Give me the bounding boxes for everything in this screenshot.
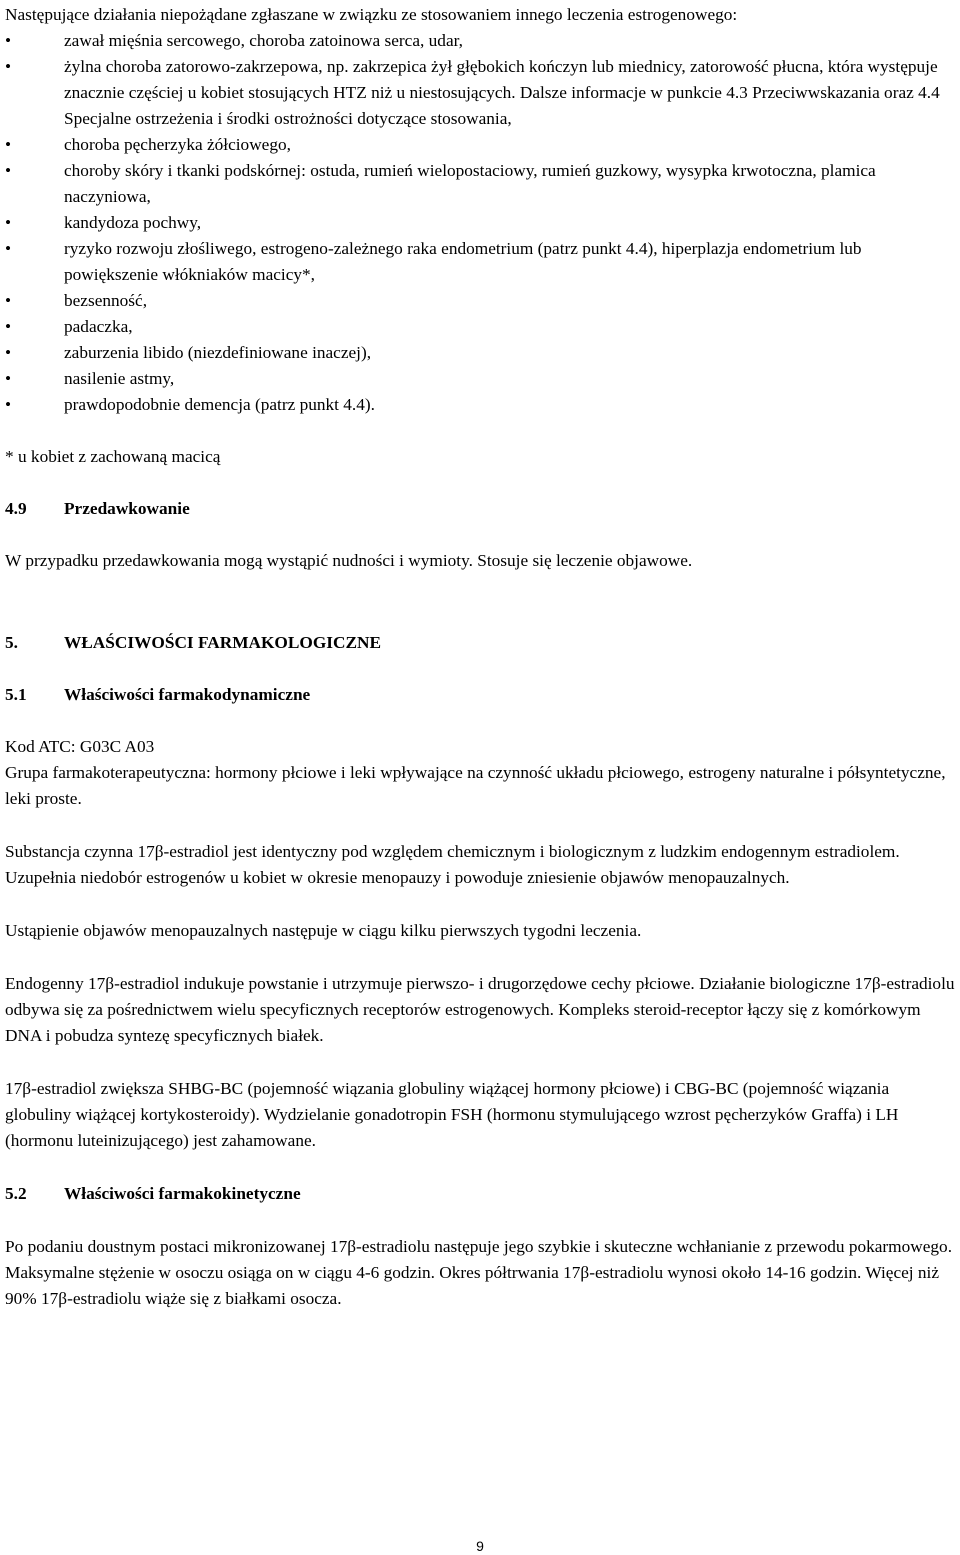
list-item: • nasilenie astmy,	[5, 366, 955, 392]
footnote: * u kobiet z zachowaną macicą	[5, 447, 221, 466]
atc-code: Kod ATC: G03C A03	[5, 737, 155, 756]
pharmacokinetics-paragraph-1: Po podaniu doustnym postaci mikronizowanej 17β-estradiolu następuje jego szybkie i skuteczne wchłanianie z przewodu pokarmowego. Maksymalne stężenie w osoczu osiąga on w ciągu 4-6 godzin. Okres półtrwania 17β-estradiolu wynosi około 14-16 godzin. Więcej niż 90% 17β-estradiolu wiąże się z białkami osocza.	[5, 1237, 953, 1308]
bullet-icon: •	[5, 317, 12, 336]
bullet-icon: •	[5, 57, 12, 76]
list-item: • zaburzenia libido (niezdefiniowane inaczej),	[5, 340, 955, 366]
bullet-icon: •	[5, 395, 12, 414]
section-number: 5.2	[5, 1184, 27, 1203]
bullet-icon: •	[5, 291, 12, 310]
bullet-icon: •	[5, 135, 12, 154]
section-title: Przedawkowanie	[64, 499, 190, 518]
overdose-paragraph: W przypadku przedawkowania mogą wystąpić nudności i wymioty. Stosuje się leczenie objawowe.	[5, 551, 693, 570]
document-page	[5, 2, 955, 1312]
bullet-icon: •	[5, 239, 12, 258]
pharmacodynamics-paragraph-3: Endogenny 17β-estradiol indukuje powstanie i utrzymuje pierwszo- i drugorzędowe cechy płciowe. Działanie biologiczne 17β-estradiolu odbywa się za pośrednictwem wielu specyficznych receptorów estrogenowych. Kompleks steroid-receptor łączy się z komórkowym DNA i pobudza syntezę specyficznych białek.	[5, 974, 955, 1045]
bullet-icon: •	[5, 31, 12, 50]
section-number: 4.9	[5, 499, 27, 518]
page-number: 9	[476, 1538, 484, 1554]
section-4-9-heading	[5, 496, 955, 522]
section-title: Właściwości farmakodynamiczne	[64, 685, 311, 704]
section-title: Właściwości farmakokinetyczne	[64, 1184, 301, 1203]
list-item: • zawał mięśnia sercowego, choroba zatoinowa serca, udar,	[5, 28, 955, 54]
section-5-1-heading	[5, 682, 955, 708]
bullet-icon: •	[5, 343, 12, 362]
bullet-icon: •	[5, 369, 12, 388]
section-5-2-heading	[5, 1181, 955, 1207]
list-item: • choroby skóry i tkanki podskórnej: ostuda, rumień wielopostaciowy, rumień guzkowy, wysypka krwotoczna, plamica naczyniowa,	[5, 158, 955, 210]
pharmacotherapeutic-group: Grupa farmakoterapeutyczna: hormony płciowe i leki wpływające na czynność układu płciowego, estrogeny naturalne i półsyntetyczne, leki proste.	[5, 763, 946, 808]
bullet-icon: •	[5, 213, 12, 232]
list-item: • choroba pęcherzyka żółciowego,	[5, 132, 955, 158]
list-item: • kandydoza pochwy,	[5, 210, 955, 236]
list-item: • bezsenność,	[5, 288, 955, 314]
section-title: WŁAŚCIWOŚCI FARMAKOLOGICZNE	[64, 633, 382, 652]
pharmacodynamics-paragraph-4: 17β-estradiol zwiększa SHBG-BC (pojemność wiązania globuliny wiążącej hormony płciowe) i CBG-BC (pojemność wiązania globuliny wiążącej kortykosteroidy). Wydzielanie gonadotropin FSH (hormonu stymulującego wzrost pęcherzyków Graffa) i LH (hormonu luteinizującego) jest zahamowane.	[5, 1079, 899, 1150]
section-number: 5.	[5, 633, 18, 652]
list-item: • żylna choroba zatorowo-zakrzepowa, np. zakrzepica żył głębokich kończyn lub miednicy, zatorowość płucna, która występuje znacznie częściej u kobiet stosujących HTZ niż u niestosujących. Dalsze informacje w punkcie 4.3 Przeciwwskazania oraz 4.4 Specjalne ostrzeżenia i środki ostrożności dotyczące stosowania,	[5, 54, 955, 132]
list-item: • prawdopodobnie demencja (patrz punkt 4.4).	[5, 392, 955, 418]
section-number: 5.1	[5, 685, 27, 704]
list-item: • padaczka,	[5, 314, 955, 340]
section-5-heading	[5, 630, 955, 656]
intro-paragraph: Następujące działania niepożądane zgłaszane w związku ze stosowaniem innego leczenia estrogenowego:	[5, 5, 738, 24]
pharmacodynamics-paragraph-1: Substancja czynna 17β-estradiol jest identyczny pod względem chemicznym i biologicznym z ludzkim endogennym estradiolem. Uzupełnia niedobór estrogenów u kobiet w okresie menopauzy i powoduje zniesienie objawów menopauzalnych.	[5, 842, 900, 887]
bullet-icon: •	[5, 161, 12, 180]
side-effects-list	[5, 28, 955, 418]
list-item: • ryzyko rozwoju złośliwego, estrogeno-zależnego raka endometrium (patrz punkt 4.4), hiperplazja endometrium lub powiększenie włókniaków macicy*,	[5, 236, 955, 288]
pharmacodynamics-paragraph-2: Ustąpienie objawów menopauzalnych następuje w ciągu kilku pierwszych tygodni leczenia.	[5, 921, 642, 940]
